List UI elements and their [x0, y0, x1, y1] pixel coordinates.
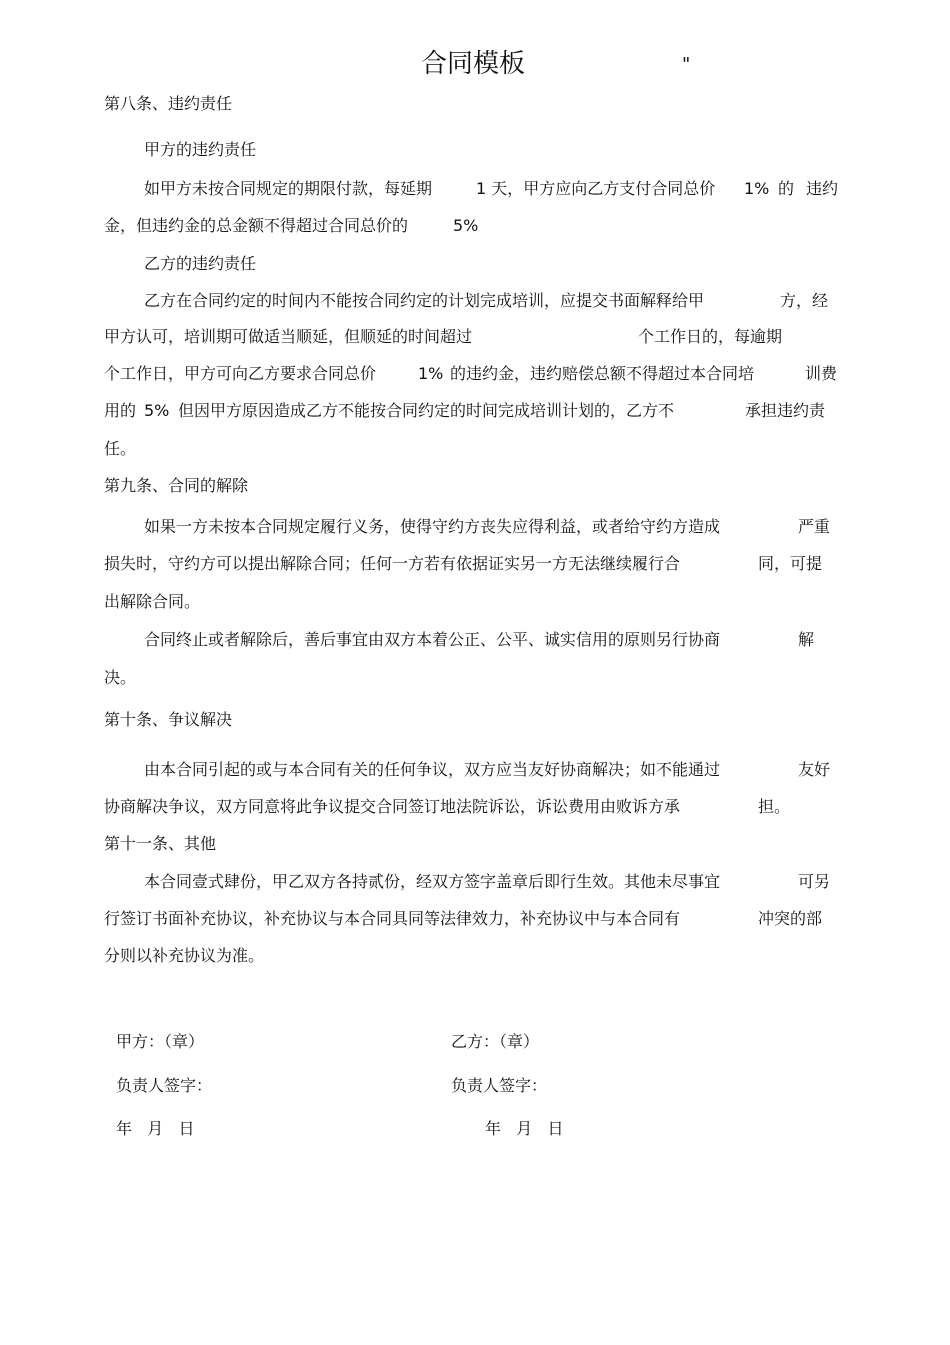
party-b-text-line: 1% — [418, 364, 444, 383]
article-9-text-line: 如果一方未按本合同规定履行义务，使得守约方丧失应得利益，或者给守约方造成 — [144, 517, 721, 536]
article-9-text-line: 损失时，守约方可以提出解除合同；任何一方若有依据证实另一方无法继续履行合 — [104, 554, 681, 573]
page-title: 合同模板 — [421, 49, 526, 79]
party-b-text-line: 训费 — [805, 364, 838, 383]
article-10-heading: 第十条、争议解决 — [104, 710, 233, 729]
party-a-text-line: 违约 — [806, 179, 839, 198]
article-9-text-line: 严重 — [798, 517, 831, 536]
article-11-text-line: 行签订书面补充协议，补充协议与本合同具同等法律效力，补充协议中与本合同有 — [104, 909, 681, 928]
party-b-text-line: 任。 — [104, 439, 137, 458]
party-b-text-line: 承担违约责 — [745, 401, 826, 420]
article-9-text-line: 出解除合同。 — [104, 592, 201, 611]
party-b-text-line: 用的 — [104, 401, 137, 420]
party-b-seal-label: 乙方：（章） — [451, 1032, 540, 1051]
article-9-text-line: 决。 — [104, 668, 137, 687]
party-b-text-line: 乙方在合同约定的时间内不能按合同约定的计划完成培训，应提交书面解释给甲 — [144, 291, 705, 310]
party-b-liability-heading: 乙方的违约责任 — [144, 254, 257, 273]
party-a-signature-label: 负责人签字： — [116, 1076, 213, 1095]
party-a-text-line: 1 天，甲方应向乙方支付合同总价 — [476, 179, 716, 198]
party-b-text-line: 方，经 — [780, 291, 829, 310]
article-9-text-line: 合同终止或者解除后，善后事宜由双方本着公正、公平、诚实信用的原则另行协商 — [144, 630, 721, 649]
party-a-text-line: 的 — [778, 179, 795, 198]
party-b-text-line: 个工作日的，每逾期 — [638, 327, 783, 346]
party-b-text-line: 但因甲方原因造成乙方不能按合同约定的时间完成培训计划的，乙方不 — [178, 401, 675, 420]
party-b-text-line: 的违约金，违约赔偿总额不得超过本合同培 — [450, 364, 755, 383]
party-a-seal-label: 甲方：（章） — [116, 1032, 205, 1051]
party-b-text-line: 个工作日，甲方可向乙方要求合同总价 — [104, 364, 377, 383]
article-11-text-line: 冲突的部 — [758, 909, 823, 928]
article-9-heading: 第九条、合同的解除 — [104, 476, 249, 495]
article-10-text-line: 协商解决争议，双方同意将此争议提交合同签订地法院诉讼，诉讼费用由败诉方承 — [104, 797, 681, 816]
article-11-heading: 第十一条、其他 — [104, 834, 217, 853]
party-a-text-line: 5% — [453, 216, 479, 235]
party-a-text-line: 1% — [744, 179, 770, 198]
party-a-text-line: 金，但违约金的总金额不得超过合同总价的 — [104, 216, 409, 235]
article-10-text-line: 由本合同引起的或与本合同有关的任何争议，双方应当友好协商解决；如不能通过 — [144, 760, 721, 779]
article-11-text-line: 可另 — [798, 872, 831, 891]
article-10-text-line: 友好 — [798, 760, 831, 779]
party-b-date-label: 年 月 日 — [485, 1119, 564, 1138]
article-11-text-line: 分则以补充协议为准。 — [104, 946, 265, 965]
party-b-signature-label: 负责人签字： — [451, 1076, 548, 1095]
article-10-text-line: 担。 — [758, 797, 791, 816]
party-a-liability-heading: 甲方的违约责任 — [144, 140, 257, 159]
title-mark: " — [682, 54, 691, 75]
article-9-text-line: 同，可提 — [758, 554, 823, 573]
party-a-text-line: 如甲方未按合同规定的期限付款，每延期 — [144, 179, 433, 198]
article-8-heading: 第八条、违约责任 — [104, 94, 233, 113]
article-9-text-line: 解 — [798, 630, 815, 649]
party-a-date-label: 年 月 日 — [116, 1119, 195, 1138]
party-b-text-line: 甲方认可，培训期可做适当顺延，但顺延的时间超过 — [104, 327, 473, 346]
party-b-text-line: 5% — [144, 401, 170, 420]
article-11-text-line: 本合同壹式肆份，甲乙双方各持贰份，经双方签字盖章后即行生效。其他未尽事宜 — [144, 872, 721, 891]
